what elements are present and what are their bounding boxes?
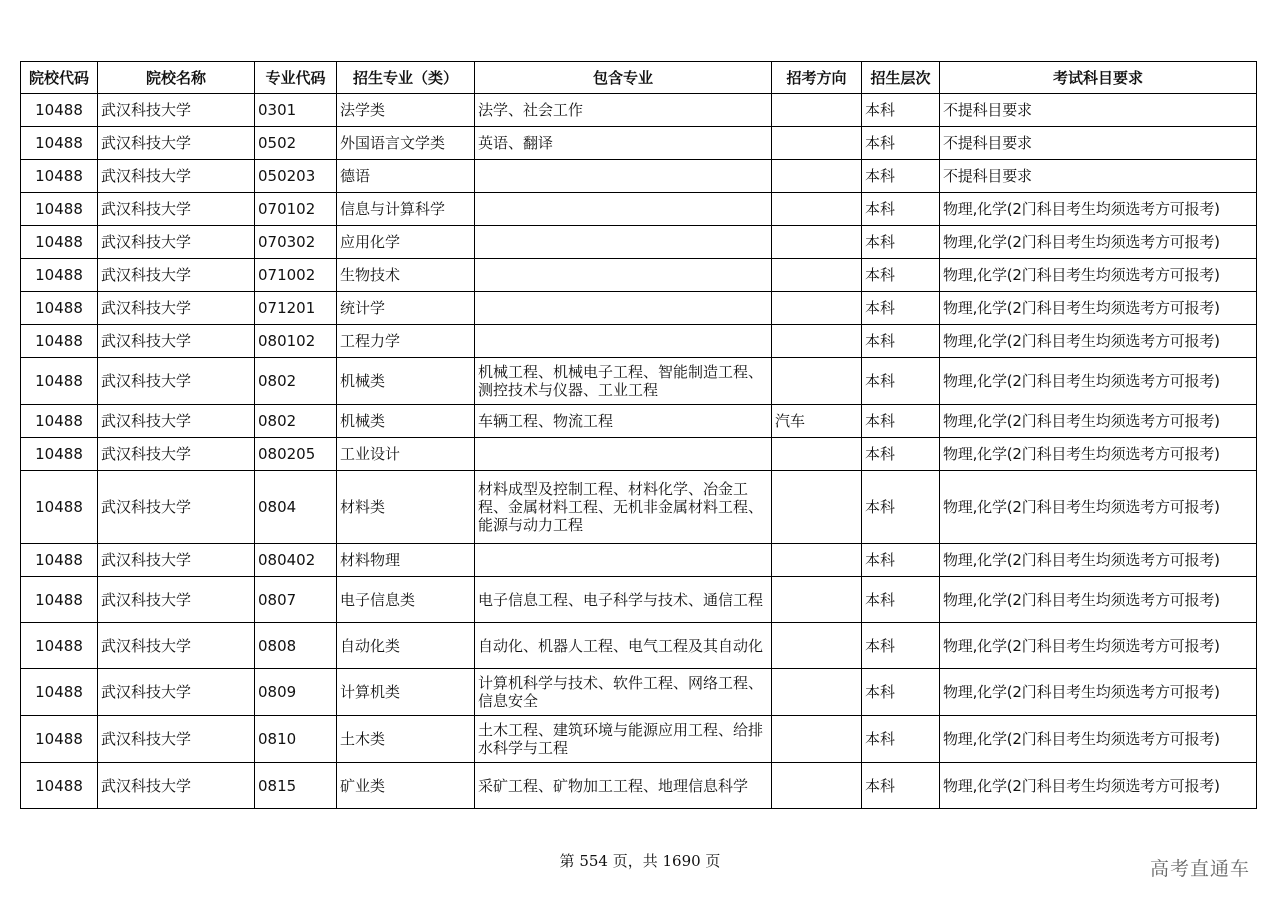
school-code-cell: 10488 [21,358,98,405]
school-name-cell: 武汉科技大学 [98,226,255,259]
table-row [21,623,1257,669]
major-code-cell: 0807 [255,577,337,623]
requirement-cell: 物理,化学(2门科目考生均须选考方可报考) [940,716,1257,763]
requirement-cell: 物理,化学(2门科目考生均须选考方可报考) [940,259,1257,292]
major-code-cell: 070302 [255,226,337,259]
direction-cell [772,259,862,292]
major-code-cell: 050203 [255,160,337,193]
header-school-code: 院校代码 [21,62,98,94]
major-cell: 应用化学 [337,226,475,259]
direction-cell [772,669,862,716]
school-name-cell: 武汉科技大学 [98,623,255,669]
table-row [21,94,1257,127]
header-includes: 包含专业 [475,62,772,94]
table-row [21,716,1257,763]
includes-cell [475,292,772,325]
direction-cell [772,358,862,405]
requirement-cell: 不提科目要求 [940,94,1257,127]
includes-cell [475,226,772,259]
level-cell: 本科 [862,763,940,809]
requirement-cell: 物理,化学(2门科目考生均须选考方可报考) [940,292,1257,325]
level-cell: 本科 [862,405,940,438]
header-major-code: 专业代码 [255,62,337,94]
school-code-cell: 10488 [21,292,98,325]
school-code-cell: 10488 [21,127,98,160]
school-code-cell: 10488 [21,325,98,358]
requirement-cell: 物理,化学(2门科目考生均须选考方可报考) [940,438,1257,471]
major-cell: 工业设计 [337,438,475,471]
admissions-table [20,61,1257,809]
direction-cell [772,160,862,193]
major-code-cell: 0301 [255,94,337,127]
major-code-cell: 0810 [255,716,337,763]
level-cell: 本科 [862,259,940,292]
level-cell: 本科 [862,193,940,226]
table-row [21,405,1257,438]
includes-cell: 自动化、机器人工程、电气工程及其自动化 [475,623,772,669]
table-row [21,358,1257,405]
major-code-cell: 070102 [255,193,337,226]
school-name-cell: 武汉科技大学 [98,544,255,577]
requirement-cell: 物理,化学(2门科目考生均须选考方可报考) [940,405,1257,438]
major-cell: 计算机类 [337,669,475,716]
major-cell: 矿业类 [337,763,475,809]
direction-cell [772,127,862,160]
includes-cell: 计算机科学与技术、软件工程、网络工程、信息安全 [475,669,772,716]
major-cell: 统计学 [337,292,475,325]
table-row [21,577,1257,623]
major-cell: 德语 [337,160,475,193]
major-cell: 机械类 [337,358,475,405]
table-row [21,160,1257,193]
includes-cell: 英语、翻译 [475,127,772,160]
school-name-cell: 武汉科技大学 [98,292,255,325]
major-code-cell: 0802 [255,405,337,438]
direction-cell [772,471,862,544]
direction-cell [772,193,862,226]
table-row [21,669,1257,716]
includes-cell [475,160,772,193]
major-cell: 电子信息类 [337,577,475,623]
school-name-cell: 武汉科技大学 [98,193,255,226]
major-cell: 法学类 [337,94,475,127]
header-school-name: 院校名称 [98,62,255,94]
school-name-cell: 武汉科技大学 [98,358,255,405]
table-row [21,325,1257,358]
major-cell: 材料类 [337,471,475,544]
school-name-cell: 武汉科技大学 [98,669,255,716]
school-code-cell: 10488 [21,544,98,577]
requirement-cell: 物理,化学(2门科目考生均须选考方可报考) [940,669,1257,716]
includes-cell: 法学、社会工作 [475,94,772,127]
direction-cell [772,623,862,669]
level-cell: 本科 [862,94,940,127]
school-name-cell: 武汉科技大学 [98,577,255,623]
direction-cell [772,438,862,471]
major-code-cell: 0809 [255,669,337,716]
includes-cell: 电子信息工程、电子科学与技术、通信工程 [475,577,772,623]
school-name-cell: 武汉科技大学 [98,405,255,438]
includes-cell [475,544,772,577]
level-cell: 本科 [862,160,940,193]
requirement-cell: 物理,化学(2门科目考生均须选考方可报考) [940,325,1257,358]
includes-cell: 车辆工程、物流工程 [475,405,772,438]
direction-cell: 汽车 [772,405,862,438]
major-cell: 生物技术 [337,259,475,292]
level-cell: 本科 [862,358,940,405]
school-code-cell: 10488 [21,438,98,471]
school-code-cell: 10488 [21,623,98,669]
direction-cell [772,292,862,325]
requirement-cell: 物理,化学(2门科目考生均须选考方可报考) [940,226,1257,259]
level-cell: 本科 [862,438,940,471]
school-name-cell: 武汉科技大学 [98,259,255,292]
requirement-cell: 物理,化学(2门科目考生均须选考方可报考) [940,763,1257,809]
direction-cell [772,716,862,763]
table-body [21,94,1257,809]
school-code-cell: 10488 [21,94,98,127]
school-code-cell: 10488 [21,471,98,544]
school-name-cell: 武汉科技大学 [98,716,255,763]
major-code-cell: 0808 [255,623,337,669]
includes-cell: 采矿工程、矿物加工工程、地理信息科学 [475,763,772,809]
school-code-cell: 10488 [21,716,98,763]
page-number: 第 554 页，共 1690 页 [559,852,721,870]
table-row [21,193,1257,226]
school-name-cell: 武汉科技大学 [98,325,255,358]
major-cell: 机械类 [337,405,475,438]
includes-cell: 材料成型及控制工程、材料化学、冶金工程、金属材料工程、无机非金属材料工程、能源与动力工程 [475,471,772,544]
level-cell: 本科 [862,325,940,358]
major-cell: 外国语言文学类 [337,127,475,160]
school-code-cell: 10488 [21,160,98,193]
level-cell: 本科 [862,544,940,577]
direction-cell [772,763,862,809]
school-code-cell: 10488 [21,405,98,438]
level-cell: 本科 [862,577,940,623]
direction-cell [772,226,862,259]
school-name-cell: 武汉科技大学 [98,471,255,544]
major-code-cell: 080205 [255,438,337,471]
requirement-cell: 物理,化学(2门科目考生均须选考方可报考) [940,544,1257,577]
requirement-cell: 物理,化学(2门科目考生均须选考方可报考) [940,623,1257,669]
table-row [21,292,1257,325]
direction-cell [772,577,862,623]
major-code-cell: 080102 [255,325,337,358]
watermark-text: 高考直通车 [1149,858,1250,880]
major-cell: 土木类 [337,716,475,763]
table-row [21,471,1257,544]
table-row [21,259,1257,292]
school-code-cell: 10488 [21,259,98,292]
school-name-cell: 武汉科技大学 [98,160,255,193]
major-code-cell: 071002 [255,259,337,292]
requirement-cell: 物理,化学(2门科目考生均须选考方可报考) [940,358,1257,405]
requirement-cell: 不提科目要求 [940,160,1257,193]
level-cell: 本科 [862,716,940,763]
major-code-cell: 0815 [255,763,337,809]
major-code-cell: 0502 [255,127,337,160]
header-major: 招生专业（类） [337,62,475,94]
major-code-cell: 0804 [255,471,337,544]
level-cell: 本科 [862,471,940,544]
major-cell: 信息与计算科学 [337,193,475,226]
includes-cell [475,193,772,226]
school-code-cell: 10488 [21,763,98,809]
requirement-cell: 物理,化学(2门科目考生均须选考方可报考) [940,193,1257,226]
school-name-cell: 武汉科技大学 [98,763,255,809]
major-code-cell: 0802 [255,358,337,405]
level-cell: 本科 [862,127,940,160]
school-name-cell: 武汉科技大学 [98,127,255,160]
school-code-cell: 10488 [21,577,98,623]
table-row [21,127,1257,160]
level-cell: 本科 [862,669,940,716]
includes-cell: 机械工程、机械电子工程、智能制造工程、测控技术与仪器、工业工程 [475,358,772,405]
table-header-row [21,62,1257,94]
header-direction: 招考方向 [772,62,862,94]
school-code-cell: 10488 [21,226,98,259]
requirement-cell: 物理,化学(2门科目考生均须选考方可报考) [940,577,1257,623]
level-cell: 本科 [862,292,940,325]
major-cell: 材料物理 [337,544,475,577]
school-code-cell: 10488 [21,669,98,716]
major-cell: 自动化类 [337,623,475,669]
direction-cell [772,94,862,127]
school-name-cell: 武汉科技大学 [98,94,255,127]
table-row [21,226,1257,259]
table-row [21,544,1257,577]
level-cell: 本科 [862,623,940,669]
table-row [21,438,1257,471]
includes-cell: 土木工程、建筑环境与能源应用工程、给排水科学与工程 [475,716,772,763]
major-code-cell: 080402 [255,544,337,577]
includes-cell [475,438,772,471]
includes-cell [475,259,772,292]
table-row [21,763,1257,809]
school-code-cell: 10488 [21,193,98,226]
major-cell: 工程力学 [337,325,475,358]
header-level: 招生层次 [862,62,940,94]
header-requirement: 考试科目要求 [940,62,1257,94]
requirement-cell: 物理,化学(2门科目考生均须选考方可报考) [940,471,1257,544]
direction-cell [772,544,862,577]
level-cell: 本科 [862,226,940,259]
direction-cell [772,325,862,358]
school-name-cell: 武汉科技大学 [98,438,255,471]
includes-cell [475,325,772,358]
requirement-cell: 不提科目要求 [940,127,1257,160]
major-code-cell: 071201 [255,292,337,325]
